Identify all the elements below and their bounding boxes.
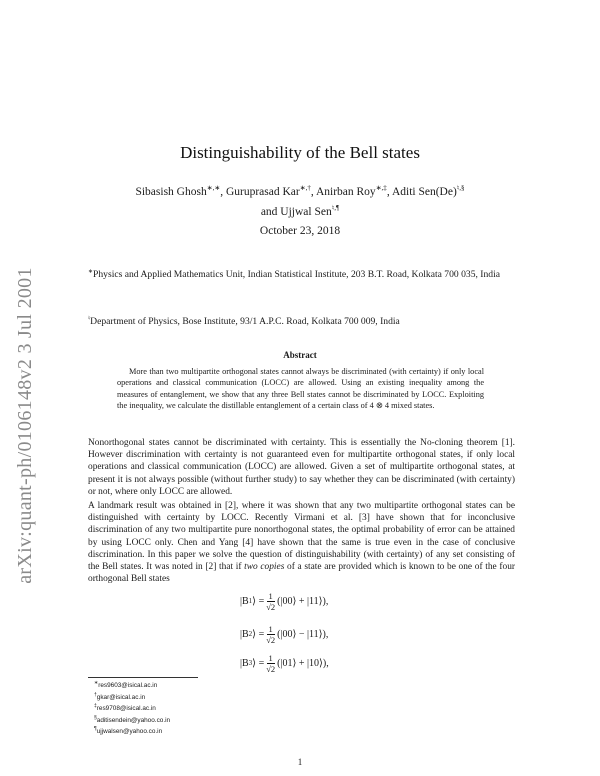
- eq-denominator: √2: [266, 663, 276, 674]
- arxiv-identifier-sidebar: [8, 210, 42, 640]
- eq-lhs: |B: [240, 628, 249, 640]
- eq-rhs: (|01⟩ + |10⟩),: [277, 657, 329, 669]
- affiliation-text: Physics and Applied Mathematics Unit, Indian Statistical Institute, 203 B.T. Road, Kolkata 700 035, India: [93, 269, 500, 281]
- footnotes: [94, 679, 170, 737]
- author-marks: ♮,¶: [331, 203, 340, 212]
- footnote: [94, 691, 170, 703]
- eq-subscript: 1: [248, 597, 253, 605]
- eq-fraction: [266, 591, 275, 612]
- affiliation: [88, 313, 518, 328]
- affiliation-mark: ♮: [88, 316, 91, 322]
- footnote: [94, 702, 170, 714]
- eq-denominator: √2: [266, 601, 276, 612]
- author-marks: ∗,∗: [206, 184, 221, 192]
- bell-state-equation: [240, 649, 329, 677]
- footnote-mark: ∗: [94, 680, 99, 686]
- eq-rhs: (|00⟩ − |11⟩),: [277, 628, 329, 640]
- paper-title: Distinguishability of the Bell states: [180, 143, 420, 162]
- eq-lhs-end: ⟩ =: [252, 595, 265, 607]
- author-marks: ∗,‡: [375, 184, 387, 192]
- author-name: Guruprasad Kar: [225, 185, 300, 198]
- eq-lhs-end: ⟩ =: [252, 657, 265, 669]
- abstract-heading: Abstract: [283, 350, 317, 360]
- arxiv-identifier: arXiv:quant-ph/0106148v2 3 Jul 2001: [13, 266, 36, 584]
- eq-lhs: |B: [240, 657, 249, 669]
- footnote-mark: †: [94, 691, 97, 698]
- abstract-text: More than two multipartite orthogonal states cannot always be discriminated (with certainty) if only local operations and classical communication (LOCC) are allowed. Using an existing inequality among the measures of entanglement, we show that any three Bell states cannot be discriminated by LOCC. Exploiting the inequality, we calculate the distillable entanglement of a certain class of 4 ⊗ 4 mixed states.: [117, 367, 484, 410]
- eq-fraction: [266, 653, 275, 674]
- footnote-email: aditisendein@yahoo.co.in: [96, 716, 171, 724]
- footnote-divider: [88, 677, 198, 678]
- body-paragraph: [88, 500, 515, 585]
- bell-state-equation: [240, 587, 328, 615]
- author-name: Aditi Sen(De): [391, 185, 457, 198]
- footnote-email: res9603@isical.ac.in: [98, 682, 158, 690]
- footnote-email: gkar@isical.ac.in: [96, 693, 146, 701]
- author-name: Sibasish Ghosh: [135, 185, 207, 198]
- eq-lhs: |B: [240, 595, 249, 607]
- emphasized-text: two copies: [244, 562, 285, 573]
- affiliation-text: Department of Physics, Bose Institute, 93/1 A.P.C. Road, Kolkata 700 009, India: [90, 316, 400, 328]
- eq-rhs: (|00⟩ + |11⟩),: [277, 595, 329, 607]
- eq-numerator: 1: [268, 590, 273, 601]
- footnote: [94, 714, 170, 726]
- footnote-email: ujjwalsen@yahoo.co.in: [96, 728, 163, 736]
- footnote-mark: §: [94, 714, 97, 721]
- bell-state-equation: [240, 620, 328, 648]
- eq-denominator: √2: [266, 634, 276, 645]
- eq-subscript: 3: [248, 659, 253, 667]
- page-number: 1: [297, 757, 303, 767]
- author-marks: ∗,†: [299, 184, 311, 192]
- paragraph-text: A landmark result was obtained in [2], where it was shown that any two multipartite orthogonal states can be distinguished with certainty by LOCC. Recently Virmani et al. [3] have shown that for inconclusive discrimination of any two multipartite pure nonorthogonal states, the optimal probability of error can be attained by using LOCC only. Chen and Yang [4] have shown that the same is true even in the case of conclusive discrimination. In this paper we solve the question of distinguishability (with certainty) of any set consisting of the Bell states. It was noted in [2] that if: [88, 501, 515, 573]
- affiliation: [88, 266, 518, 281]
- author-list: Sibasish Ghosh∗,∗, Guruprasad Kar∗,†, Anirban Roy∗,‡, Aditi Sen(De)♮,§ and Ujjwal Sen♮,¶: [135, 184, 465, 218]
- author-marks: ♮,§: [456, 184, 465, 192]
- footnote-email: res9708@isical.ac.in: [96, 705, 156, 713]
- paragraph-text: of a state are provided which is known to be one of the four orthogonal Bell states: [88, 562, 516, 585]
- author-name: and Ujjwal Sen: [260, 205, 332, 218]
- footnote-mark: ¶: [94, 726, 97, 733]
- paper-date: October 23, 2018: [259, 225, 341, 237]
- eq-numerator: 1: [268, 652, 273, 663]
- eq-fraction: [266, 624, 275, 645]
- author-name: Anirban Roy: [315, 185, 376, 198]
- footnote: [94, 679, 170, 691]
- eq-numerator: 1: [268, 623, 273, 634]
- body-paragraph: Nonorthogonal states cannot be discriminated with certainty. This is essentially the No-cloning theorem [1]. However discrimination with certainty is not guaranteed even for multipartite orthogonal states, if only local operations and classical communication (LOCC) are allowed. Given a set of multipartite orthogonal states, at present it is not always possible (without further study) to say whether they can be discriminated (with certainty) or not, where only LOCC are allowed.: [88, 438, 515, 497]
- eq-lhs-end: ⟩ =: [252, 628, 265, 640]
- eq-subscript: 2: [248, 630, 253, 638]
- footnote: [94, 725, 170, 737]
- affiliation-mark: ∗: [88, 269, 94, 275]
- footnote-mark: ‡: [94, 703, 97, 710]
